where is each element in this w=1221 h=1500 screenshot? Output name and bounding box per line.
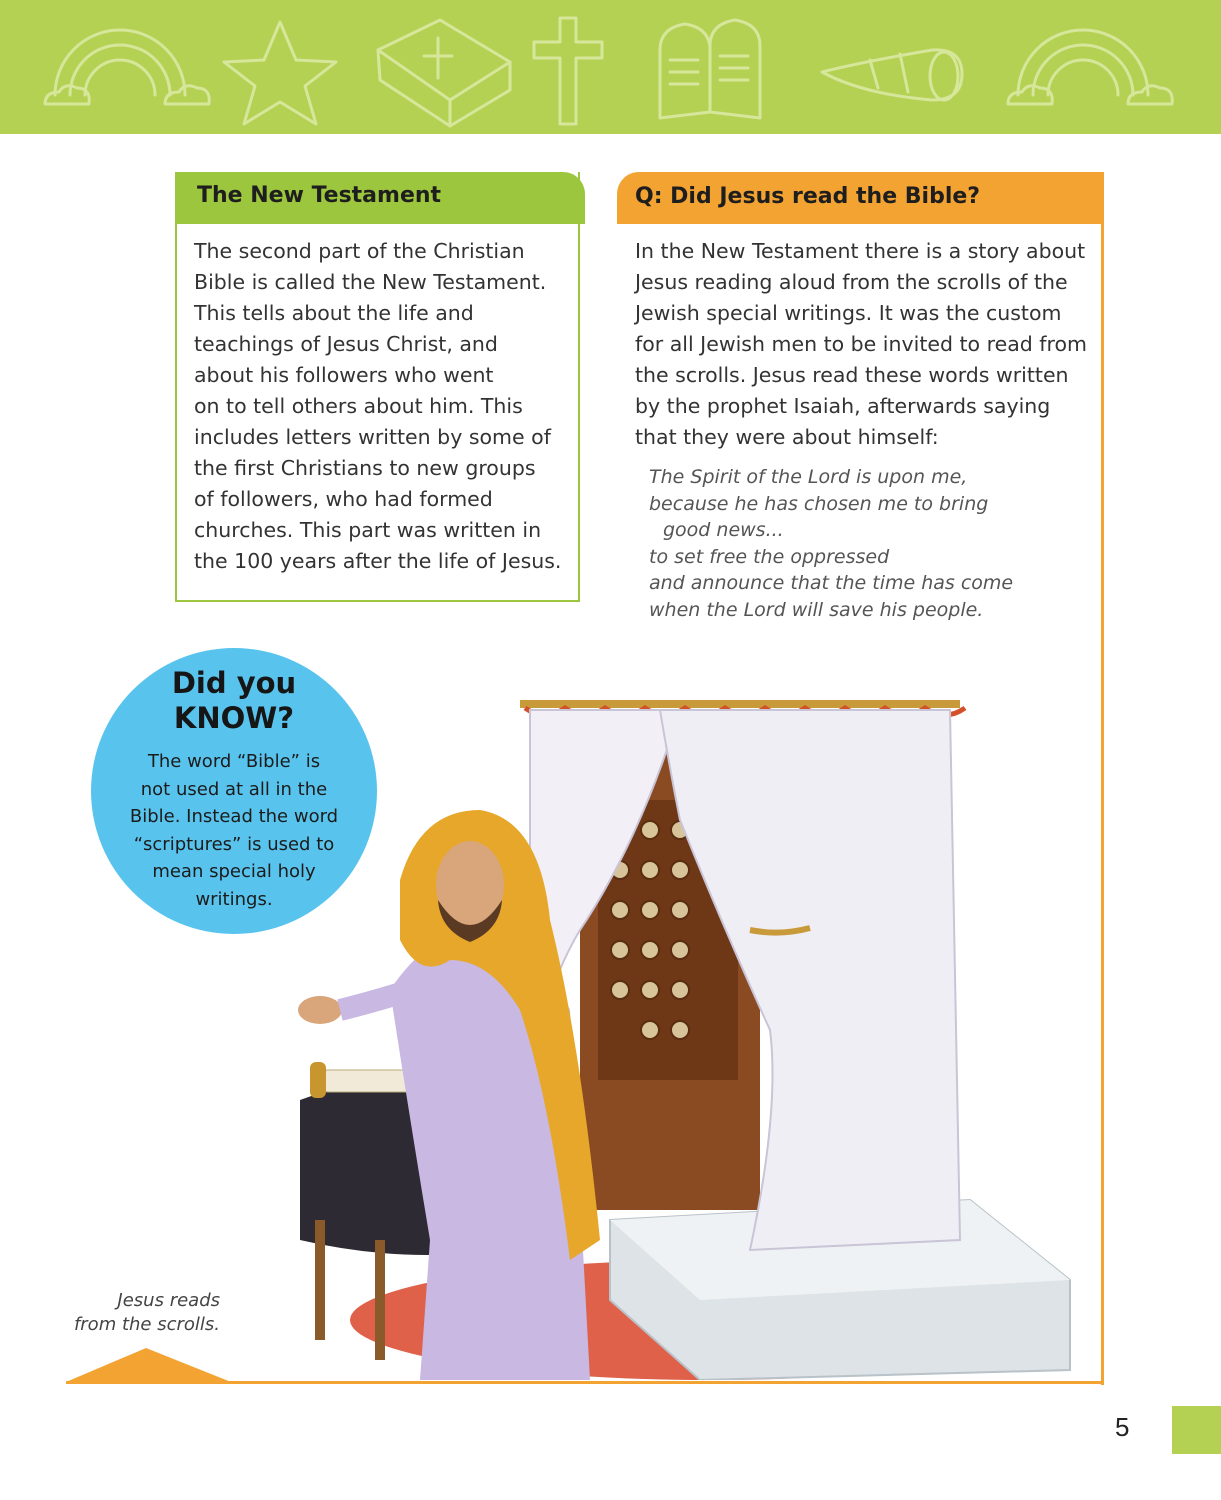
question-text [635, 236, 1085, 453]
rainbow-icon [45, 30, 209, 104]
text-line: for all Jewish men to be invited to read from [635, 332, 1087, 356]
text-line: The word “Bible” is [147, 751, 321, 772]
question-title: Q: Did Jesus read the Bible? [635, 184, 981, 209]
quote-line: when the Lord will save his people. [649, 598, 984, 621]
orange-triangle-decoration [66, 1346, 236, 1382]
question-header [617, 172, 1104, 224]
did-you-know-callout [91, 648, 377, 934]
text-line: of followers, who had formed [194, 487, 493, 511]
did-you-know-text [91, 748, 377, 913]
new-testament-header [175, 172, 585, 224]
text-line: Bible is called the New Testament. [194, 270, 547, 294]
quote-line: The Spirit of the Lord is upon me, [649, 466, 968, 488]
caption-line: Jesus reads [117, 1290, 220, 1311]
text-line: The second part of the Christian [194, 239, 525, 263]
illustration-caption [60, 1289, 220, 1337]
quote-line: to set free the oppressed [649, 545, 890, 568]
text-line: This tells about the life and [194, 301, 474, 325]
text-line: teachings of Jesus Christ, and [194, 332, 498, 356]
star-icon [224, 22, 336, 124]
text-line: “scriptures” is used to [133, 833, 335, 855]
quote-line: and announce that the time has come [649, 572, 1014, 594]
bible-icon [378, 20, 510, 126]
caption-line: from the scrolls. [73, 1314, 220, 1335]
jesus-reading-scrolls-illustration [280, 680, 1080, 1380]
text-line: about his followers who went [194, 363, 494, 387]
text-line: on to tell others about him. This [194, 394, 523, 418]
text-line: mean special holy [152, 861, 316, 882]
new-testament-text [194, 236, 564, 577]
text-line: writings. [195, 888, 273, 910]
page-number: 5 [1115, 1412, 1130, 1442]
rainbow-icon [1008, 30, 1172, 104]
did-you-know-title-line: KNOW? [173, 701, 295, 735]
text-line: Bible. Instead the word [129, 806, 339, 827]
text-line: churches. This part was written in [194, 518, 542, 542]
quote-line: because he has chosen me to bring [649, 492, 989, 515]
bottom-rule [66, 1381, 1104, 1384]
text-line: the scrolls. Jesus read these words written [635, 363, 1069, 387]
shofar-icon [822, 50, 962, 100]
text-line: the first Christians to new groups [194, 456, 536, 480]
cross-icon [534, 18, 602, 124]
isaiah-quote [649, 464, 1013, 623]
text-line: not used at all in the [140, 778, 328, 800]
text-line: In the New Testament there is a story about [635, 239, 1086, 263]
quote-line: good news... [663, 519, 784, 541]
page-tab [1172, 1406, 1221, 1454]
text-line: includes letters written by some of [194, 425, 551, 449]
top-banner [0, 0, 1221, 134]
new-testament-title: The New Testament [197, 183, 442, 208]
did-you-know-title-line: Did you [171, 666, 297, 700]
did-you-know-title [91, 666, 377, 736]
question-panel-border [1101, 172, 1104, 1385]
text-line: Jesus reading aloud from the scrolls of the [635, 270, 1068, 294]
text-line: Jewish special writings. It was the custom [635, 301, 1062, 325]
text-line: by the prophet Isaiah, afterwards saying [635, 394, 1051, 418]
text-line: the 100 years after the life of Jesus. [194, 549, 562, 573]
tablets-icon [660, 20, 760, 118]
text-line: that they were about himself: [635, 425, 939, 449]
